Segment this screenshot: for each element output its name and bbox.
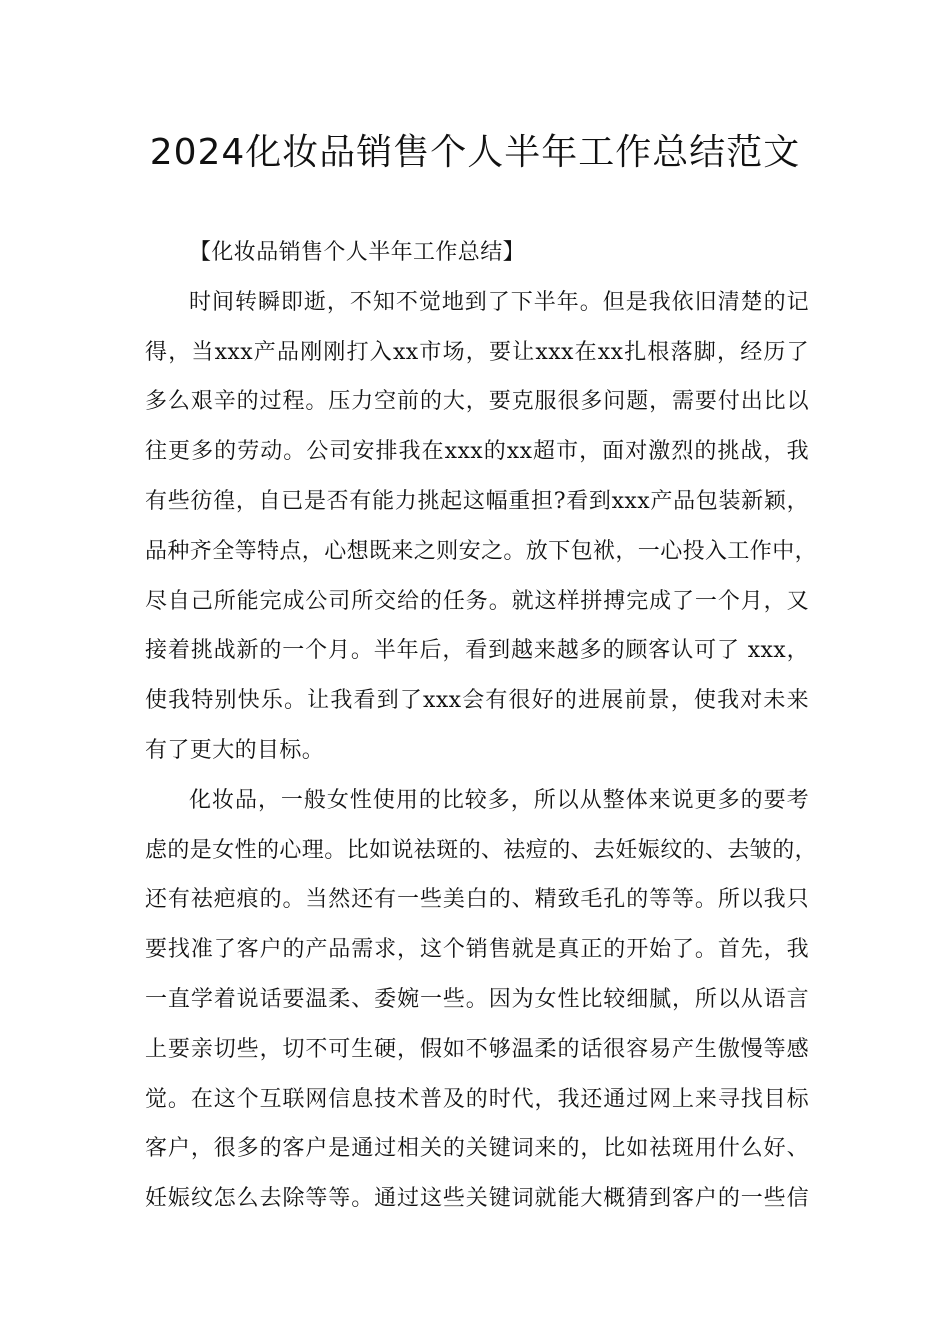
paragraph-line: 时间转瞬即逝，不知不觉地到了下半年。但是我依旧清楚的记 <box>189 289 809 315</box>
paragraph-line: 有了更大的目标。 <box>145 737 325 763</box>
paragraph-line: 往更多的劳动。公司安排我在xxx的xx超市，面对激烈的挑战，我 <box>145 439 809 465</box>
paragraph-line: 上要亲切些，切不可生硬，假如不够温柔的话很容易产生傲慢等感 <box>145 1036 809 1062</box>
paragraph-line: 尽自己所能完成公司所交给的任务。就这样拼搏完成了一个月，又 <box>145 588 809 614</box>
paragraph-line: 得，当xxx产品刚刚打入xx市场，要让xxx在xx扎根落脚，经历了 <box>145 339 809 365</box>
paragraph-line: 客户，很多的客户是通过相关的关键词来的，比如祛斑用什么好、 <box>145 1136 809 1162</box>
paragraph-line: 接着挑战新的一个月。半年后，看到越来越多的顾客认可了 xxx， <box>145 638 809 664</box>
paragraph-line: 使我特别快乐。让我看到了xxx会有很好的进展前景，使我对未来 <box>145 688 809 714</box>
paragraph-line: 觉。在这个互联网信息技术普及的时代，我还通过网上来寻找目标 <box>145 1086 809 1112</box>
paragraph-line: 化妆品，一般女性使用的比较多，所以从整体来说更多的要考 <box>189 787 809 813</box>
document-body <box>145 228 818 1224</box>
paragraph-line: 虑的是女性的心理。比如说祛斑的、祛痘的、去妊娠纹的、去皱的， <box>145 837 818 863</box>
paragraph-line: 一直学着说话要温柔、委婉一些。因为女性比较细腻，所以从语言 <box>145 986 809 1012</box>
section-heading: 【化妆品销售个人半年工作总结】 <box>189 240 526 265</box>
document-title: 2024化妆品销售个人半年工作总结范文 <box>149 132 801 173</box>
paragraph-line: 品种齐全等特点，心想既来之则安之。放下包袱，一心投入工作中， <box>145 538 818 564</box>
paragraph-line: 有些彷徨，自已是否有能力挑起这幅重担?看到xxx产品包装新颖， <box>145 488 809 514</box>
paragraph-line: 还有祛疤痕的。当然还有一些美白的、精致毛孔的等等。所以我只 <box>145 887 809 913</box>
paragraph-line: 妊娠纹怎么去除等等。通过这些关键词就能大概猜到客户的一些信 <box>145 1186 809 1212</box>
paragraph-line: 要找准了客户的产品需求，这个销售就是真正的开始了。首先，我 <box>145 937 809 963</box>
paragraph-line: 多么艰辛的过程。压力空前的大，要克服很多问题，需要付出比以 <box>145 389 809 415</box>
